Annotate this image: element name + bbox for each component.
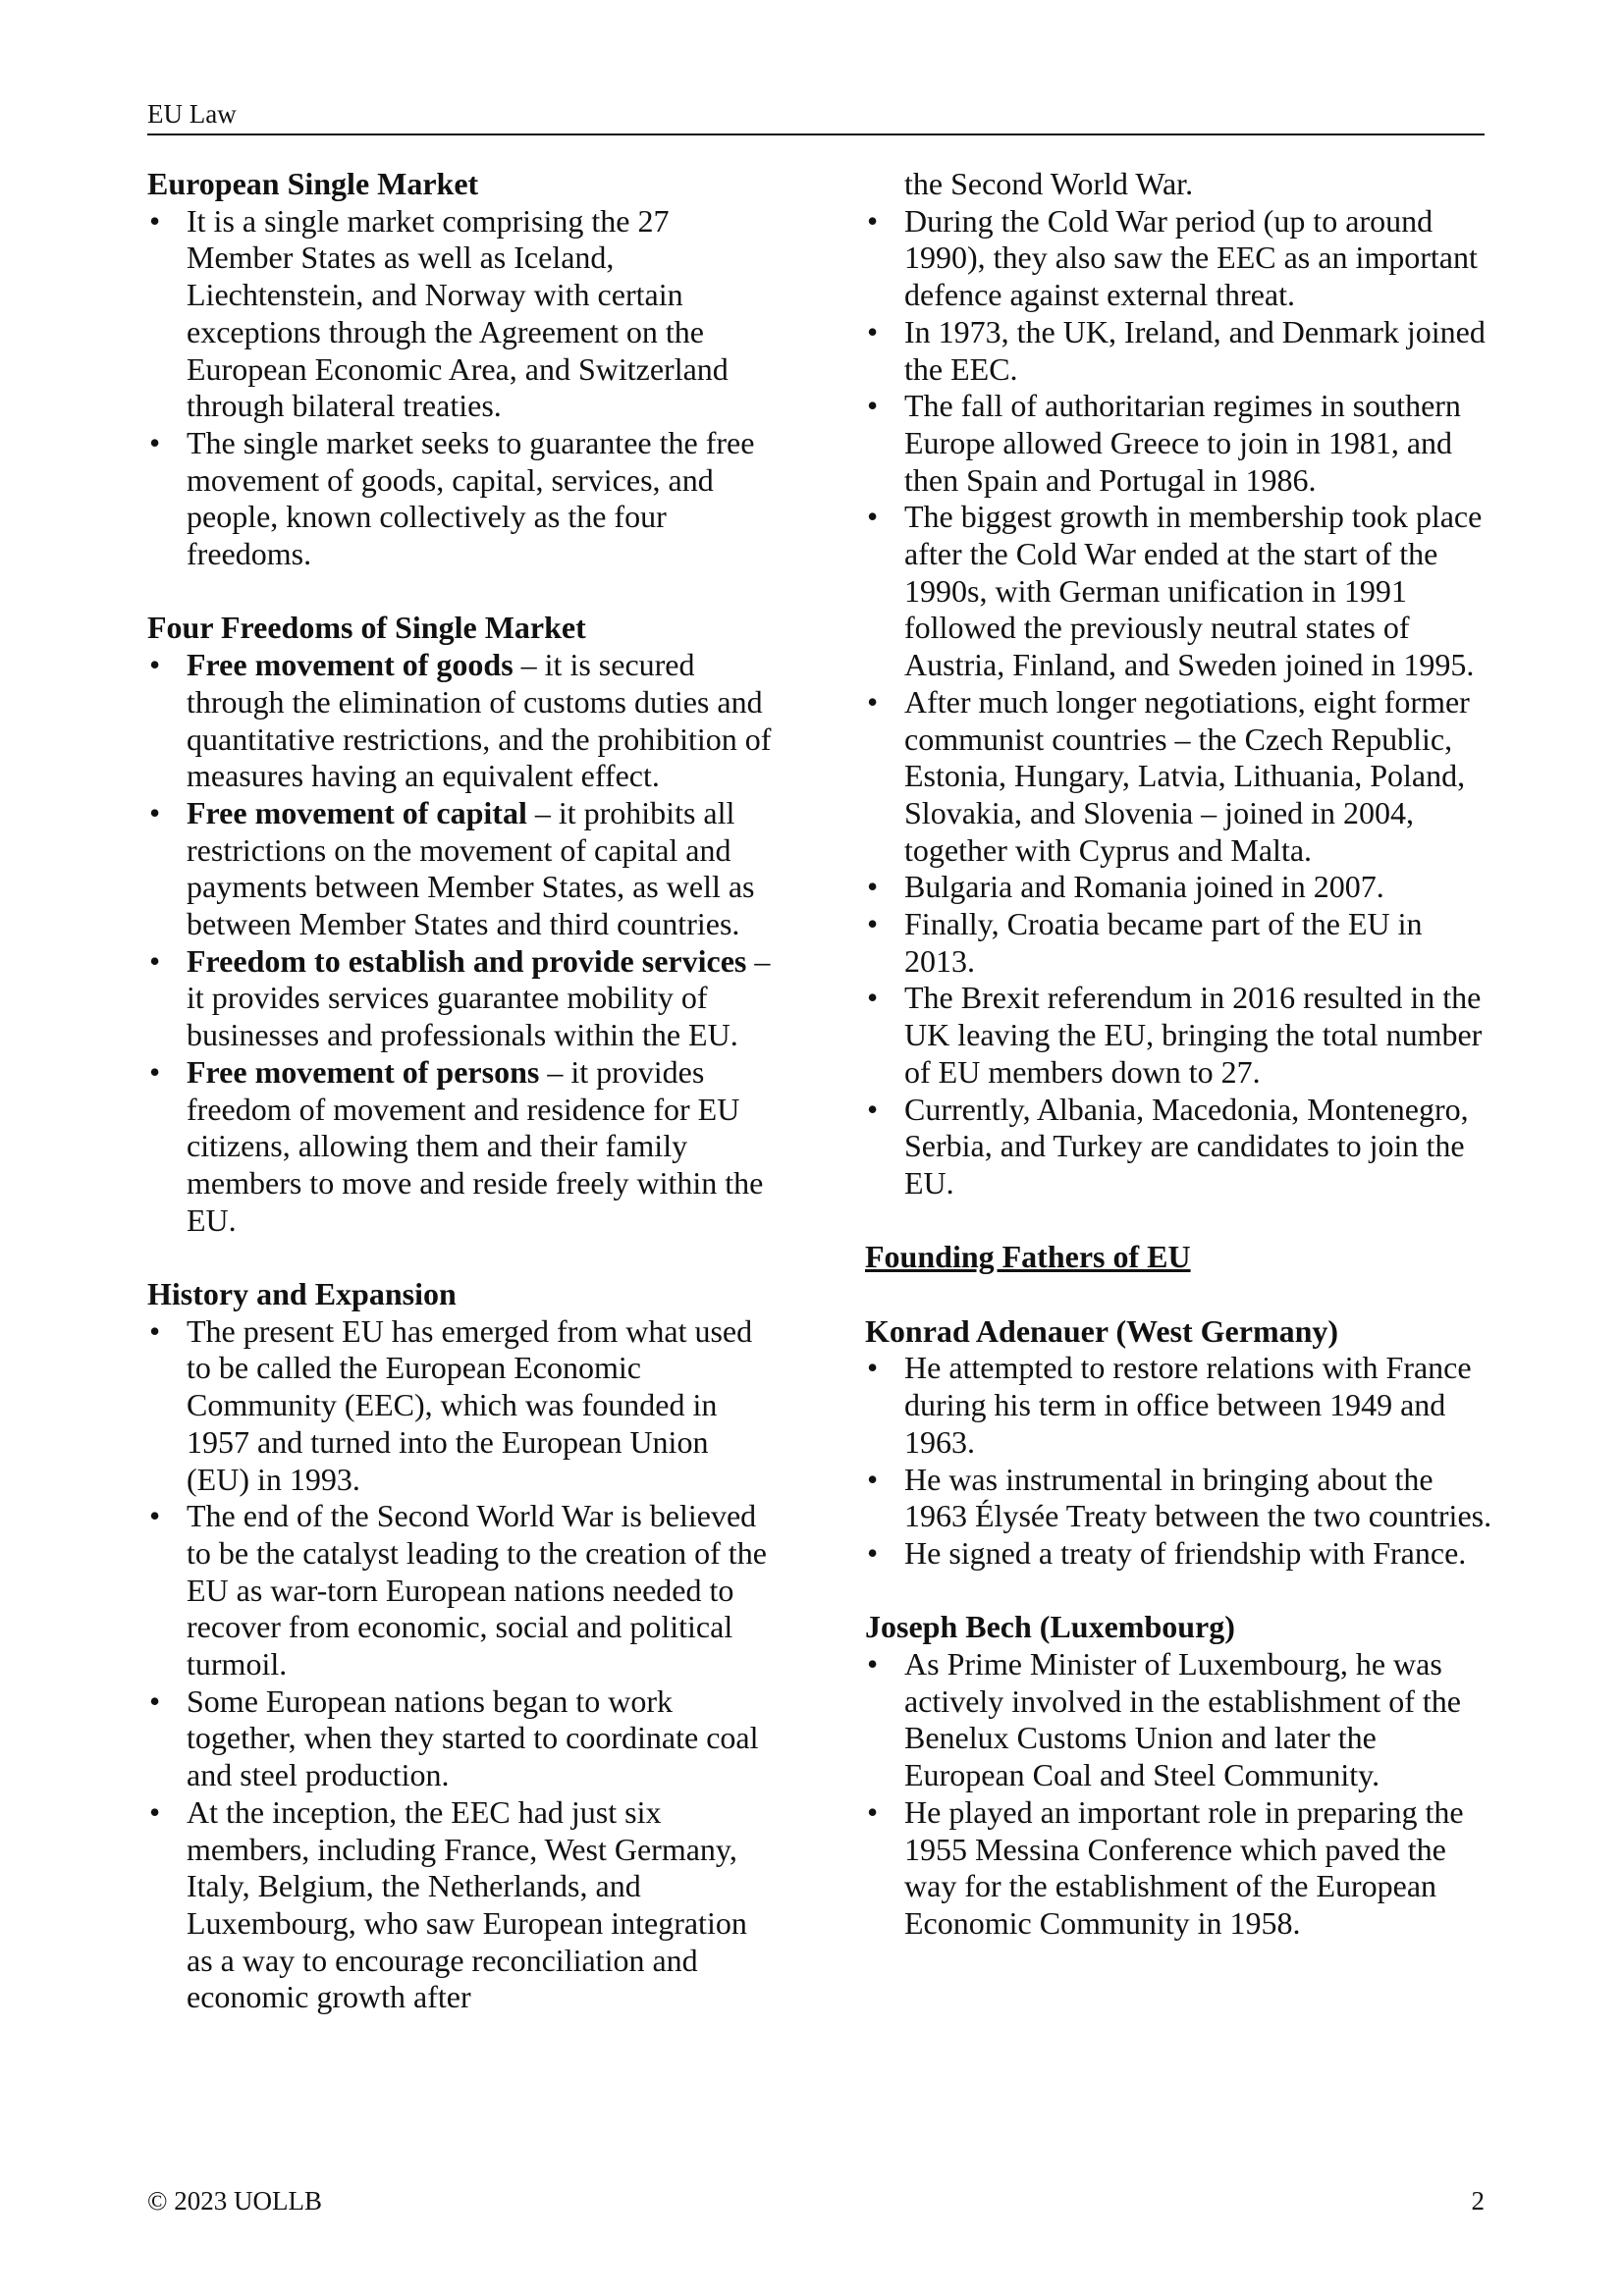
list-item: • The fall of authoritarian regimes in southern Europe allowed Greece to join in 1981, and then Spain and Portugal in 1986. [865, 388, 1493, 499]
list-item [147, 1054, 776, 1240]
item-lead: Free movement of capital [187, 794, 527, 830]
list-item: • Currently, Albania, Macedonia, Montenegro, Serbia, and Turkey are candidates to join the EU. [865, 1092, 1493, 1202]
list-item [147, 795, 776, 943]
list-item: • He was instrumental in bringing about the 1963 Élysée Treaty between the two countries. [865, 1462, 1493, 1535]
section-heading-founding-fathers: Founding Fathers of EU [865, 1239, 1191, 1275]
list-item: • He played an important role in preparing the 1955 Messina Conference which paved the way for the establishment of the European Economic Community in 1958. [865, 1794, 1493, 1943]
list-item: • Finally, Croatia became part of the EU in 2013. [865, 906, 1493, 980]
section-heading-single-market: European Single Market [147, 166, 479, 201]
list-item-continuation: the Second World War. [904, 166, 1194, 201]
section-heading-four-freedoms: Four Freedoms of Single Market [147, 610, 586, 646]
left-column [147, 166, 776, 2016]
list-item: • It is a single market comprising the 27 Member States as well as Iceland, Liechtenstein, and Norway with certain exceptions through the Agreement on the European Economic Area, and Switzerland through bilateral treaties. [147, 203, 776, 425]
list-item: • The present EU has emerged from what used to be called the European Economic Community (EEC), which was founded in 1957 and turned into the European Union (EU) in 1993. [147, 1313, 776, 1499]
header-title: EU Law [147, 99, 237, 129]
list-item: • The single market seeks to guarantee the free movement of goods, capital, services, and people, known collectively as the four freedoms. [147, 425, 776, 573]
list-item: • Some European nations began to work together, when they started to coordinate coal and steel production. [147, 1683, 776, 1794]
adenauer-list [865, 1350, 1493, 1572]
list-item: • He attempted to restore relations with France during his term in office between 1949 and 1963. [865, 1350, 1493, 1461]
right-column [865, 166, 1493, 1943]
list-item: • As Prime Minister of Luxembourg, he was actively involved in the establishment of the Benelux Customs Union and later the European Coal and Steel Community. [865, 1646, 1493, 1794]
section-heading-history: History and Expansion [147, 1276, 457, 1312]
history-list-continued [865, 203, 1493, 1202]
item-text: – it prohibits all restrictions on the movement of capital and payments between Member States, as well as between Member States and third countries. [187, 794, 755, 942]
four-freedoms-list [147, 647, 776, 1239]
list-item: • The Brexit referendum in 2016 resulted in the UK leaving the EU, bringing the total number of EU members down to 27. [865, 980, 1493, 1091]
list-item: • He signed a treaty of friendship with France. [865, 1535, 1493, 1573]
history-list [147, 1313, 776, 2016]
list-item: • Bulgaria and Romania joined in 2007. [865, 869, 1493, 906]
bech-list [865, 1646, 1493, 1943]
page-header [147, 98, 1485, 135]
list-item: • The biggest growth in membership took place after the Cold War ended at the start of the 1990s, with German unification in 1991 followed the previously neutral states of Austria, Finland, and Sweden joined in 1995. [865, 499, 1493, 684]
subheading-bech: Joseph Bech (Luxembourg) [865, 1609, 1235, 1645]
item-lead: Freedom to establish and provide services [187, 942, 747, 979]
subheading-adenauer: Konrad Adenauer (West Germany) [865, 1312, 1339, 1349]
list-item: • The end of the Second World War is believed to be the catalyst leading to the creation of the EU as war-torn European nations needed to recover from economic, social and political turmoil. [147, 1498, 776, 1683]
list-item: • At the inception, the EEC had just six members, including France, West Germany, Italy, Belgium, the Netherlands, and Luxembourg, who saw European integration as a way to encourage reconciliation and economic growth after [147, 1794, 776, 2016]
footer-copyright: © 2023 UOLLB [147, 2186, 323, 2216]
list-item [147, 943, 776, 1054]
item-lead: Free movement of goods [187, 647, 514, 683]
list-item [147, 647, 776, 795]
item-text: – it provides services guarantee mobility of businesses and professionals within the EU. [187, 942, 771, 1053]
list-item: • During the Cold War period (up to around 1990), they also saw the EEC as an important defence against external threat. [865, 203, 1493, 314]
item-text: – it provides freedom of movement and residence for EU citizens, allowing them and their family members to move and reside freely within the EU. [187, 1053, 764, 1238]
item-text: – it is secured through the elimination of customs duties and quantitative restrictions, and the prohibition of measures having an equivalent effect. [187, 647, 772, 794]
item-lead: Free movement of persons [187, 1053, 540, 1090]
list-item: • After much longer negotiations, eight former communist countries – the Czech Republic, Estonia, Hungary, Latvia, Lithuania, Poland, Slovakia, and Slovenia – joined in 2004, together with Cyprus and Malta. [865, 684, 1493, 870]
list-item: • In 1973, the UK, Ireland, and Denmark joined the EEC. [865, 314, 1493, 388]
single-market-list [147, 203, 776, 573]
page-number: 2 [1471, 2186, 1485, 2216]
